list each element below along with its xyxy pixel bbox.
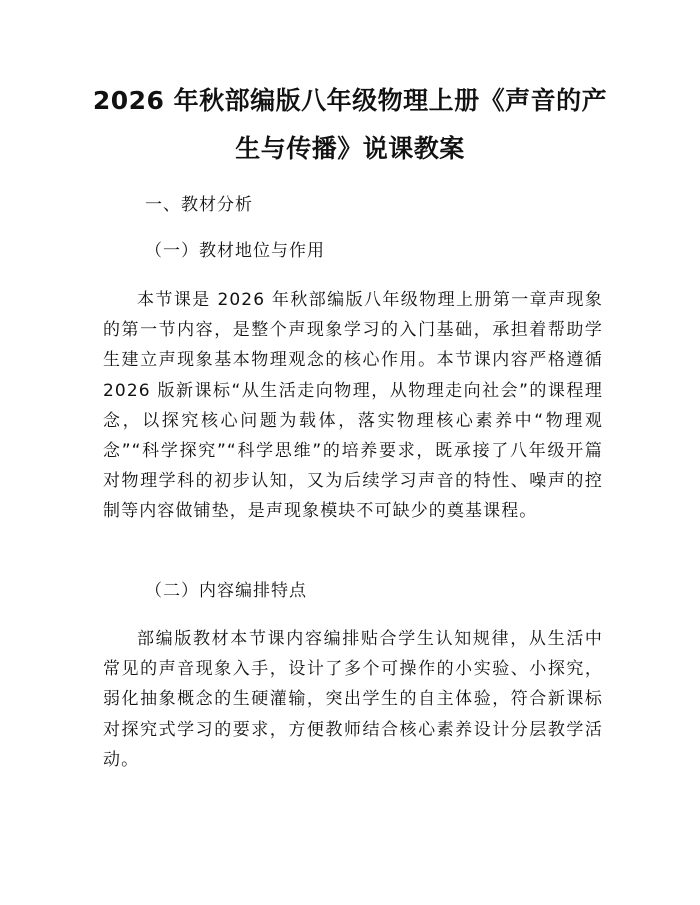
subsection-heading-position-and-role: （一）教材地位与作用 xyxy=(145,241,325,261)
paragraph-content-arrangement: 部编版教材本节课内容编排贴合学生认知规律，从生活中常见的声音现象入手，设计了多个可操作的小实验、小探究，弱化抽象概念的生硬灌输，突出学生的自主体验，符合新课标对探究式学习的要求，方便教师结合核心素养设计分层教学活动。 xyxy=(103,629,603,770)
document-title-line-2: 生与传播》说课教案 xyxy=(235,134,465,163)
paragraph-position-and-role: 本节课是 2026 年秋部编版八年级物理上册第一章声现象的第一节内容，是整个声现象学习的入门基础，承担着帮助学生建立声现象基本物理观念的核心作用。本节课内容严格遵循 2026 版新课标“从生活走向物理，从物理走向社会”的课程理念，以探究核心问题为载体，落实物理核心素养中“物理观念”“科学探究”“科学思维”的培养要求，既承接了八年级开篇对物理学科的初步认知，又为后续学习声音的特性、噪声的控制等内容做铺垫，是声现象模块不可缺少的奠基课程。 xyxy=(103,290,603,522)
document-title-line-1: 2026 年秋部编版八年级物理上册《声音的产 xyxy=(92,86,608,115)
subsection-heading-content-arrangement: （二）内容编排特点 xyxy=(145,581,307,601)
section-heading-teaching-material-analysis: 一、教材分析 xyxy=(145,195,253,215)
